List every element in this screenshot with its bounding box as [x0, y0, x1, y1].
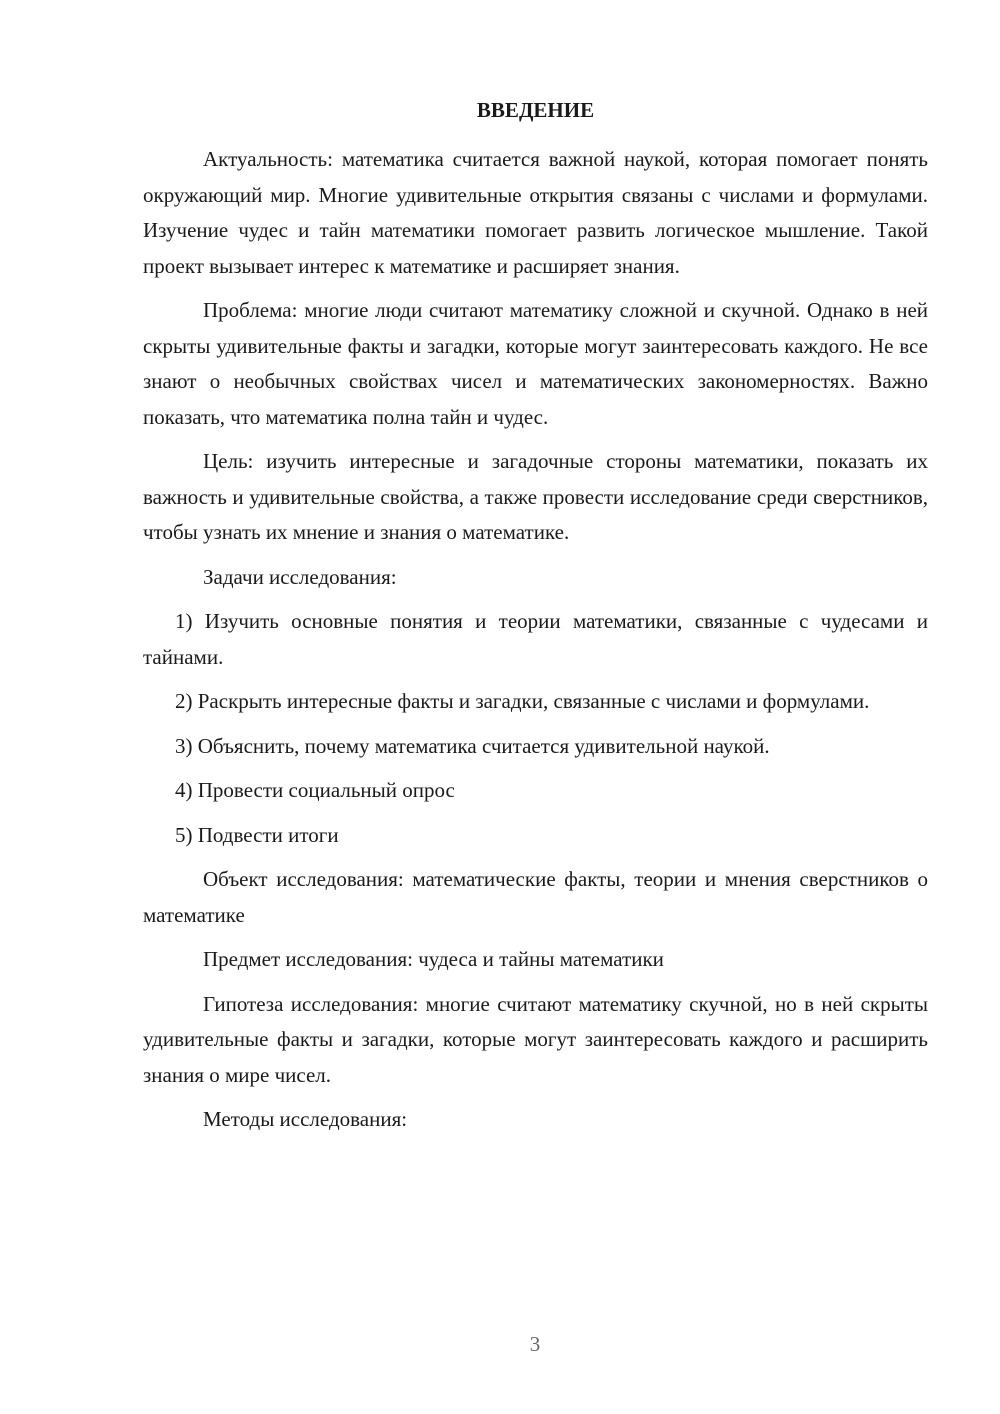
paragraph-problem: Проблема: многие люди считают математику сложной и скучной. Однако в ней скрыты удивительные факты и загадки, которые могут заинтересовать каждого. Не все знают о необычных свойствах чисел и математических закономерностях. Важно показать, что математика полна тайн и чудес.	[143, 298, 928, 429]
page-number: 3	[529, 1332, 541, 1356]
paragraph-hypothesis: Гипотеза исследования: многие считают математику скучной, но в ней скрыты удивительные факты и загадки, которые могут заинтересовать каждого и расширить знания о мире чисел.	[143, 991, 928, 1087]
methods-heading: Методы исследования:	[203, 1107, 408, 1131]
paragraph-object: Объект исследования: математические факты, теории и мнения сверстников о математике	[143, 867, 928, 927]
task-item: 4) Провести социальный опрос	[175, 778, 455, 802]
task-item: 2) Раскрыть интересные факты и загадки, связанные с числами и формулами.	[175, 689, 870, 713]
paragraph-subject: Предмет исследования: чудеса и тайны математики	[203, 947, 664, 971]
page-title: ВВЕДЕНИЕ	[476, 98, 595, 122]
task-item: 1) Изучить основные понятия и теории математики, связанные с чудесами и тайнами.	[143, 609, 928, 669]
task-item: 5) Подвести итоги	[175, 822, 339, 847]
paragraph-relevance: Актуальность: математика считается важной наукой, которая помогает понять окружающий мир. Многие удивительные открытия связаны с числами и формулами. Изучение чудес и тайн математики помогает развить логическое мышление. Такой проект вызывает интерес к математике и расширяет знания.	[143, 147, 928, 278]
tasks-heading: Задачи исследования:	[203, 564, 397, 589]
task-item: 3) Объяснить, почему математика считается удивительной наукой.	[175, 733, 770, 758]
paragraph-goal: Цель: изучить интересные и загадочные стороны математики, показать их важность и удивительные свойства, а также провести исследование среди сверстников, чтобы узнать их мнение и знания о математике.	[143, 449, 928, 544]
document-body	[143, 142, 928, 1147]
